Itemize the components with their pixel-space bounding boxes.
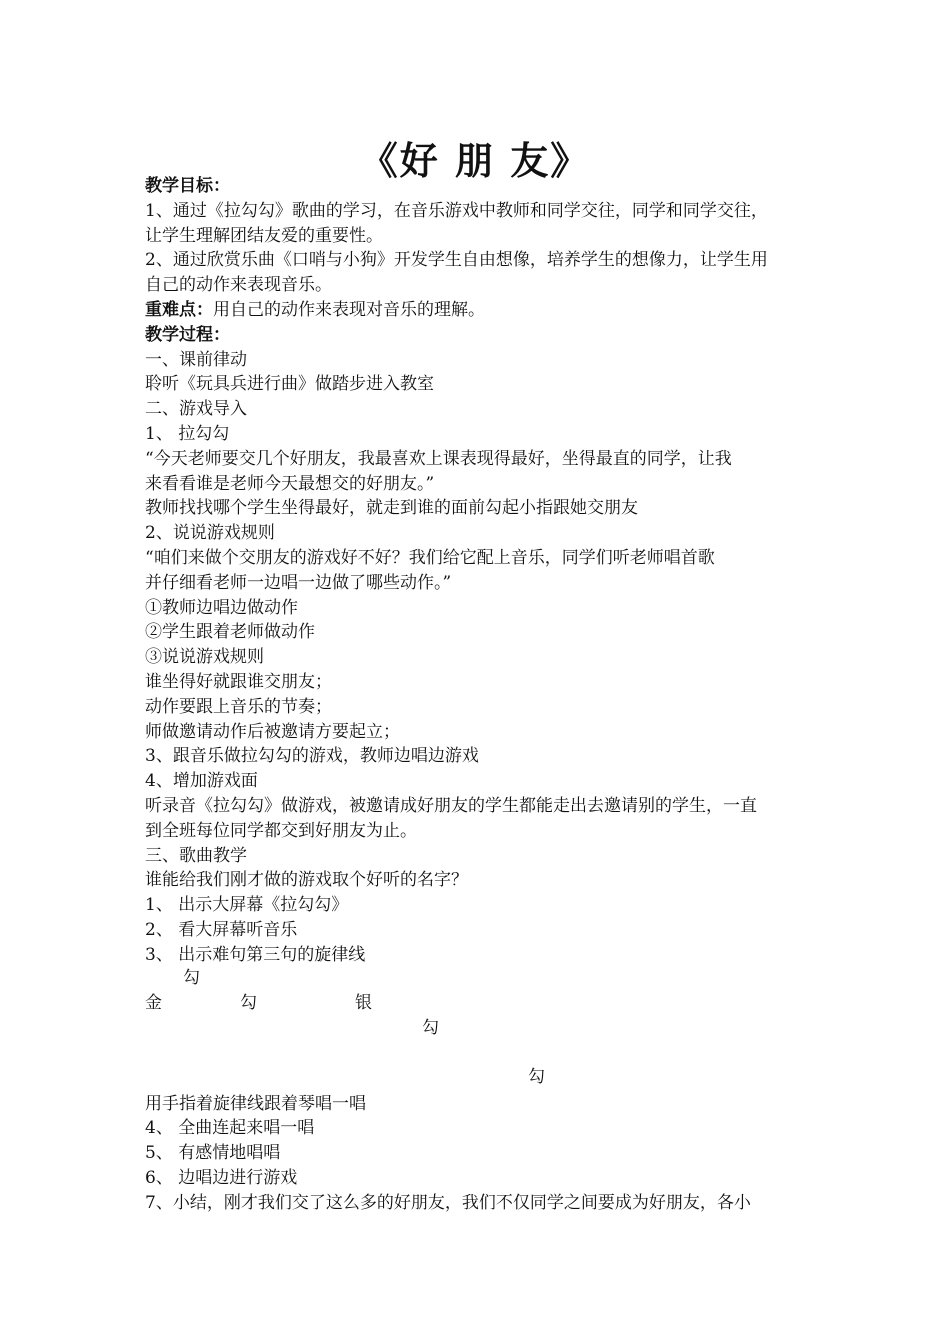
text-line: 谁坐得好就跟谁交朋友；: [145, 671, 332, 692]
text-line: [145, 298, 815, 323]
melody-word: 勾: [240, 992, 257, 1013]
text-line: 2、说说游戏规则: [145, 523, 275, 544]
text-line: 师做邀请动作后被邀请方要起立；: [145, 721, 400, 742]
text-section-1: [145, 174, 815, 968]
melody-word: 金: [145, 992, 162, 1013]
text-line: 2、 看大屏幕听音乐: [145, 919, 298, 940]
melody-line-diagram: [145, 968, 815, 1092]
text-line: 1、 出示大屏幕《拉勾勾》: [145, 895, 349, 916]
text-line: 谁能给我们刚才做的游戏取个好听的名字？: [145, 870, 468, 891]
text-line: ①教师边唱边做动作: [145, 597, 298, 618]
text-line: 来看看谁是老师今天最想交的好朋友。”: [145, 473, 435, 494]
text-line: 并仔细看老师一边唱一边做了哪些动作。”: [145, 572, 452, 593]
text-line: ②学生跟着老师做动作: [145, 622, 315, 643]
document-title: 《好 朋 友》: [359, 139, 591, 183]
text-line: 听录音《拉勾勾》做游戏，被邀请成好朋友的学生都能走出去邀请别的学生，一直: [145, 795, 757, 816]
text-line: 6、 边唱边进行游戏: [145, 1167, 298, 1188]
document-body: [145, 174, 815, 1215]
heading-label: 重难点：: [145, 299, 213, 320]
text-line: 1、通过《拉勾勾》歌曲的学习，在音乐游戏中教师和同学交往，同学和同学交往，: [145, 200, 768, 221]
text-section-2: [145, 1092, 815, 1216]
text-line: 三、歌曲教学: [145, 845, 247, 866]
text-line: 1、 拉勾勾: [145, 423, 230, 444]
text-line: 聆听《玩具兵进行曲》做踏步进入教室: [145, 374, 434, 395]
melody-word: 勾: [528, 1066, 545, 1087]
text-line: 让学生理解团结友爱的重要性。: [145, 225, 383, 246]
text-line: 4、 全曲连起来唱一唱: [145, 1118, 315, 1139]
text-line: 2、通过欣赏乐曲《口哨与小狗》开发学生自由想像，培养学生的想像力，让学生用: [145, 250, 768, 271]
text-line: 到全班每位同学都交到好朋友为止。: [145, 820, 417, 841]
line-text: 用自己的动作来表现对音乐的理解。: [213, 299, 485, 320]
melody-word: 勾: [422, 1017, 439, 1038]
melody-word: 银: [355, 992, 372, 1013]
text-line: 3、跟音乐做拉勾勾的游戏，教师边唱边游戏: [145, 746, 479, 767]
text-line: 二、游戏导入: [145, 399, 247, 420]
text-line: 教师找找哪个学生坐得最好，就走到谁的面前勾起小指跟她交朋友: [145, 498, 638, 519]
melody-word: 勾: [183, 967, 200, 988]
text-line: 3、 出示难句第三句的旋律线: [145, 944, 366, 965]
section-heading: 教学目标：: [145, 176, 230, 196]
text-line: “今天老师要交几个好朋友，我最喜欢上课表现得最好，坐得最直的同学，让我: [145, 448, 732, 469]
text-line: 用手指着旋律线跟着琴唱一唱: [145, 1093, 366, 1114]
text-line: 7、小结，刚才我们交了这么多的好朋友，我们不仅同学之间要成为好朋友，各小: [145, 1192, 751, 1213]
text-line: “咱们来做个交朋友的游戏好不好？我们给它配上音乐，同学们听老师唱首歌: [145, 547, 715, 568]
text-line: 5、 有感情地唱唱: [145, 1143, 281, 1164]
text-line: ③说说游戏规则: [145, 647, 264, 668]
section-heading: 教学过程：: [145, 324, 230, 345]
text-line: 4、增加游戏面: [145, 771, 258, 792]
text-line: 一、课前律动: [145, 349, 247, 370]
text-line: 自己的动作来表现音乐。: [145, 275, 332, 296]
text-line: 动作要跟上音乐的节奏；: [145, 696, 332, 717]
